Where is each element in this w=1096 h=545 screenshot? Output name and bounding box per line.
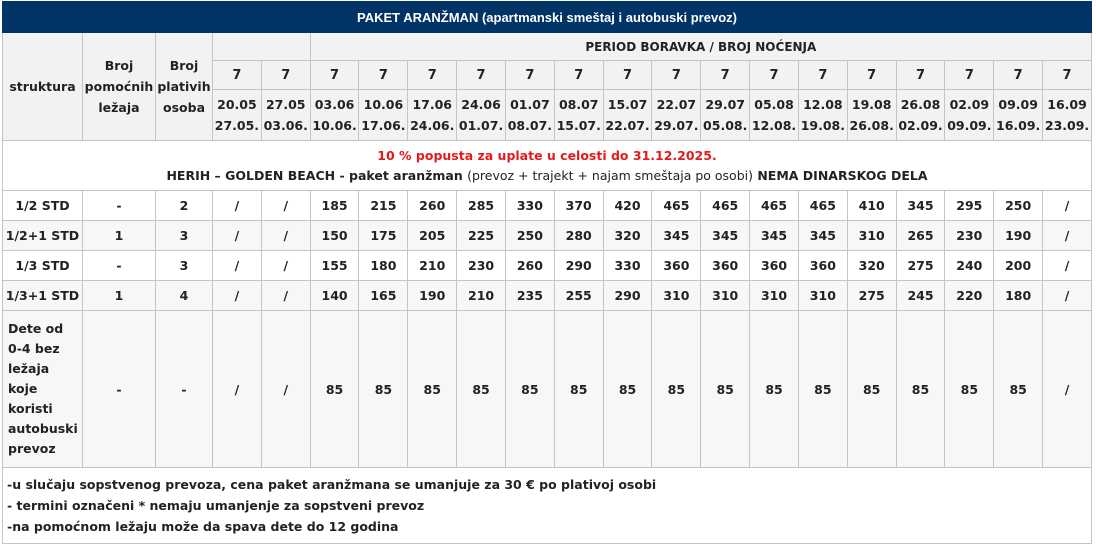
price-cell: 85 — [701, 311, 750, 468]
date-cell — [359, 90, 408, 141]
price-cell: 225 — [457, 221, 506, 251]
date-cell — [603, 90, 652, 141]
price-cell: 85 — [603, 311, 652, 468]
price-cell: 200 — [994, 251, 1043, 281]
footer-notes — [3, 468, 1092, 544]
price-cell: 215 — [359, 191, 408, 221]
date-to: 29.07. — [654, 118, 699, 133]
price-cell: 85 — [847, 311, 896, 468]
discount-note: 10 % popusta za uplate u celosti do 31.12.2025. — [377, 147, 717, 163]
nights-cell: 7 — [310, 61, 359, 90]
price-cell: 465 — [798, 191, 847, 221]
header-platnih: Broj plativih osoba — [156, 33, 213, 141]
price-cell: 85 — [408, 311, 457, 468]
price-cell: 275 — [847, 281, 896, 311]
price-cell: 180 — [994, 281, 1043, 311]
row-platnih: 2 — [156, 191, 213, 221]
price-cell: 85 — [554, 311, 603, 468]
table-row — [3, 281, 1092, 311]
child-label-line: 0-4 bez — [8, 341, 60, 356]
price-cell: 290 — [554, 251, 603, 281]
date-to: 22.07. — [605, 118, 650, 133]
date-from: 24.06 — [461, 97, 501, 112]
child-label-line: koje — [8, 381, 38, 396]
header-period: PERIOD BORAVKA / BROJ NOĆENJA — [310, 33, 1091, 61]
price-cell: / — [261, 251, 310, 281]
price-cell: 230 — [457, 251, 506, 281]
price-cell: 85 — [457, 311, 506, 468]
date-to: 08.07. — [507, 118, 553, 133]
child-label-line: ležaja — [8, 361, 50, 376]
price-cell: / — [213, 221, 262, 251]
nights-cell: 7 — [505, 61, 554, 90]
date-cell — [701, 90, 750, 141]
price-cell: 250 — [994, 191, 1043, 221]
nights-cell: 7 — [701, 61, 750, 90]
footer-note: - termini označeni * nemaju umanjenje za sopstveni prevoz — [7, 498, 425, 513]
price-cell: 260 — [408, 191, 457, 221]
price-cell: 235 — [505, 281, 554, 311]
price-cell: 85 — [994, 311, 1043, 468]
nights-cell: 7 — [554, 61, 603, 90]
price-cell: 465 — [701, 191, 750, 221]
date-to: 19.08. — [800, 118, 845, 133]
price-cell: 310 — [798, 281, 847, 311]
nights-cell: 7 — [994, 61, 1043, 90]
price-cell: 255 — [554, 281, 603, 311]
date-cell — [750, 90, 799, 141]
nights-cell: 7 — [847, 61, 896, 90]
child-label-line: Dete od — [8, 321, 64, 336]
price-cell: 150 — [310, 221, 359, 251]
nights-cell: 7 — [408, 61, 457, 90]
price-cell: 85 — [750, 311, 799, 468]
date-cell — [261, 90, 310, 141]
price-cell: 295 — [945, 191, 994, 221]
date-to: 05.08. — [703, 118, 748, 133]
row-pomocnih: - — [83, 251, 156, 281]
price-cell: 265 — [896, 221, 945, 251]
table-row — [3, 191, 1092, 221]
price-table — [2, 1, 1092, 544]
price-cell: 310 — [652, 281, 701, 311]
price-cell: 250 — [505, 221, 554, 251]
date-from: 20.05 — [217, 97, 257, 112]
date-to: 17.06. — [361, 118, 406, 133]
nights-cell: 7 — [359, 61, 408, 90]
table-row — [3, 221, 1092, 251]
table-row — [3, 251, 1092, 281]
date-cell — [1043, 90, 1092, 141]
price-cell: 410 — [847, 191, 896, 221]
price-cell: 345 — [750, 221, 799, 251]
extra-note: NEMA DINARSKOG DELA — [757, 167, 928, 183]
date-from: 29.07 — [705, 97, 745, 112]
price-cell: 330 — [603, 251, 652, 281]
header-pomocnih: Broj pomoćnih ležaja — [83, 33, 156, 141]
row-pomocnih: 1 — [83, 221, 156, 251]
price-cell: 320 — [603, 221, 652, 251]
price-cell: 275 — [896, 251, 945, 281]
price-cell: 290 — [603, 281, 652, 311]
date-cell — [994, 90, 1043, 141]
nights-cell: 7 — [750, 61, 799, 90]
child-label-line: koristi — [8, 401, 53, 416]
price-cell: 370 — [554, 191, 603, 221]
price-cell: 165 — [359, 281, 408, 311]
price-cell: / — [1043, 221, 1092, 251]
date-cell — [505, 90, 554, 141]
nights-cell: 7 — [945, 61, 994, 90]
date-to: 02.09. — [898, 118, 943, 133]
nights-cell: 7 — [896, 61, 945, 90]
price-cell: / — [1043, 191, 1092, 221]
price-cell: 175 — [359, 221, 408, 251]
date-from: 01.07 — [510, 97, 550, 112]
date-to: 26.08. — [849, 118, 894, 133]
hotel-name: HERIH – GOLDEN BEACH - paket aranžman — [166, 167, 463, 183]
date-from: 17.06 — [412, 97, 452, 112]
child-pomocnih: - — [83, 311, 156, 468]
price-cell: 420 — [603, 191, 652, 221]
price-cell: 310 — [750, 281, 799, 311]
date-cell — [798, 90, 847, 141]
nights-cell: 7 — [457, 61, 506, 90]
price-cell: 155 — [310, 251, 359, 281]
price-cell: 465 — [750, 191, 799, 221]
date-from: 08.07 — [558, 97, 599, 112]
price-cell: 85 — [359, 311, 408, 468]
row-struktura: 1/2+1 STD — [3, 221, 83, 251]
date-to: 16.09. — [996, 118, 1041, 133]
child-label-line: autobuski — [8, 421, 78, 436]
date-to: 15.07. — [556, 118, 601, 133]
price-cell: / — [261, 191, 310, 221]
price-cell: 345 — [652, 221, 701, 251]
row-struktura: 1/2 STD — [3, 191, 83, 221]
date-cell — [554, 90, 603, 141]
price-cell: 210 — [457, 281, 506, 311]
package-details: (prevoz + trajekt + najam smeštaja po osobi) — [467, 167, 753, 183]
price-cell: 330 — [505, 191, 554, 221]
date-cell — [945, 90, 994, 141]
date-to: 01.07. — [458, 118, 504, 133]
price-cell: 360 — [652, 251, 701, 281]
price-cell: 320 — [847, 251, 896, 281]
nights-cell: 7 — [798, 61, 847, 90]
row-platnih: 4 — [156, 281, 213, 311]
child-platnih: - — [156, 311, 213, 468]
price-cell: 345 — [798, 221, 847, 251]
price-cell: 345 — [896, 191, 945, 221]
date-from: 26.08 — [900, 97, 941, 112]
date-from: 15.07 — [607, 97, 648, 112]
date-to: 27.05. — [214, 118, 260, 133]
price-cell: 310 — [701, 281, 750, 311]
price-cell: 180 — [359, 251, 408, 281]
price-cell: 230 — [945, 221, 994, 251]
date-to: 09.09. — [947, 118, 992, 133]
price-cell: / — [213, 251, 262, 281]
row-struktura: 1/3 STD — [3, 251, 83, 281]
price-cell: 210 — [408, 251, 457, 281]
row-platnih: 3 — [156, 251, 213, 281]
price-cell: 360 — [750, 251, 799, 281]
price-cell: 285 — [457, 191, 506, 221]
child-label-line: prevoz — [8, 441, 56, 456]
note-cell — [3, 141, 1092, 191]
nights-cell: 7 — [603, 61, 652, 90]
date-to: 03.06. — [263, 118, 308, 133]
price-cell: 465 — [652, 191, 701, 221]
price-cell: 190 — [994, 221, 1043, 251]
price-cell: 85 — [310, 311, 359, 468]
date-cell — [213, 90, 262, 141]
price-cell: 85 — [945, 311, 994, 468]
date-from: 16.09 — [1047, 97, 1087, 112]
nights-cell: 7 — [652, 61, 701, 90]
price-cell: / — [1043, 251, 1092, 281]
price-cell: / — [261, 311, 310, 468]
price-cell: 245 — [896, 281, 945, 311]
price-cell: 85 — [896, 311, 945, 468]
price-cell: 280 — [554, 221, 603, 251]
row-pomocnih: 1 — [83, 281, 156, 311]
price-cell: / — [213, 281, 262, 311]
price-cell: 360 — [798, 251, 847, 281]
row-pomocnih: - — [83, 191, 156, 221]
price-cell: 85 — [798, 311, 847, 468]
date-from: 19.08 — [851, 97, 892, 112]
price-cell: / — [213, 311, 262, 468]
price-cell: 360 — [701, 251, 750, 281]
price-cell: 310 — [847, 221, 896, 251]
date-from: 02.09 — [949, 97, 990, 112]
child-struktura — [3, 311, 83, 468]
footer-note: -na pomoćnom ležaju može da spava dete do 12 godina — [7, 519, 399, 534]
price-cell: 260 — [505, 251, 554, 281]
date-to: 23.09. — [1044, 118, 1090, 133]
price-cell: / — [213, 191, 262, 221]
price-cell: 185 — [310, 191, 359, 221]
date-from: 22.07 — [656, 97, 697, 112]
date-cell — [847, 90, 896, 141]
date-to: 24.06. — [410, 118, 455, 133]
price-cell: / — [1043, 311, 1092, 468]
date-cell — [310, 90, 359, 141]
date-from: 03.06 — [314, 97, 355, 112]
date-from: 12.08 — [803, 97, 843, 112]
date-cell — [896, 90, 945, 141]
date-cell — [652, 90, 701, 141]
nights-cell: 7 — [1043, 61, 1092, 90]
price-cell: 140 — [310, 281, 359, 311]
price-cell: 85 — [505, 311, 554, 468]
price-cell: 345 — [701, 221, 750, 251]
date-from: 09.09 — [998, 97, 1038, 112]
date-cell — [408, 90, 457, 141]
date-cell — [457, 90, 506, 141]
date-from: 05.08 — [754, 97, 794, 112]
row-struktura: 1/3+1 STD — [3, 281, 83, 311]
header-struktura: struktura — [3, 33, 83, 141]
date-from: 27.05 — [265, 97, 306, 112]
footer-note: -u slučaju sopstvenog prevoza, cena paket aranžmana se umanjuje za 30 € po plativoj osobi — [7, 477, 657, 492]
date-from: 10.06 — [363, 97, 404, 112]
price-cell: 205 — [408, 221, 457, 251]
price-cell: 190 — [408, 281, 457, 311]
nights-cell: 7 — [261, 61, 310, 90]
price-cell: 220 — [945, 281, 994, 311]
date-to: 12.08. — [751, 118, 797, 133]
date-to: 10.06. — [312, 118, 357, 133]
price-cell: / — [261, 281, 310, 311]
price-cell: 85 — [652, 311, 701, 468]
nights-cell: 7 — [213, 61, 262, 90]
price-cell: / — [261, 221, 310, 251]
header-blank — [213, 33, 311, 61]
row-platnih: 3 — [156, 221, 213, 251]
price-cell: 240 — [945, 251, 994, 281]
price-cell: / — [1043, 281, 1092, 311]
table-title: PAKET ARANŽMAN (apartmanski smeštaj i autobuski prevoz) — [3, 2, 1092, 33]
